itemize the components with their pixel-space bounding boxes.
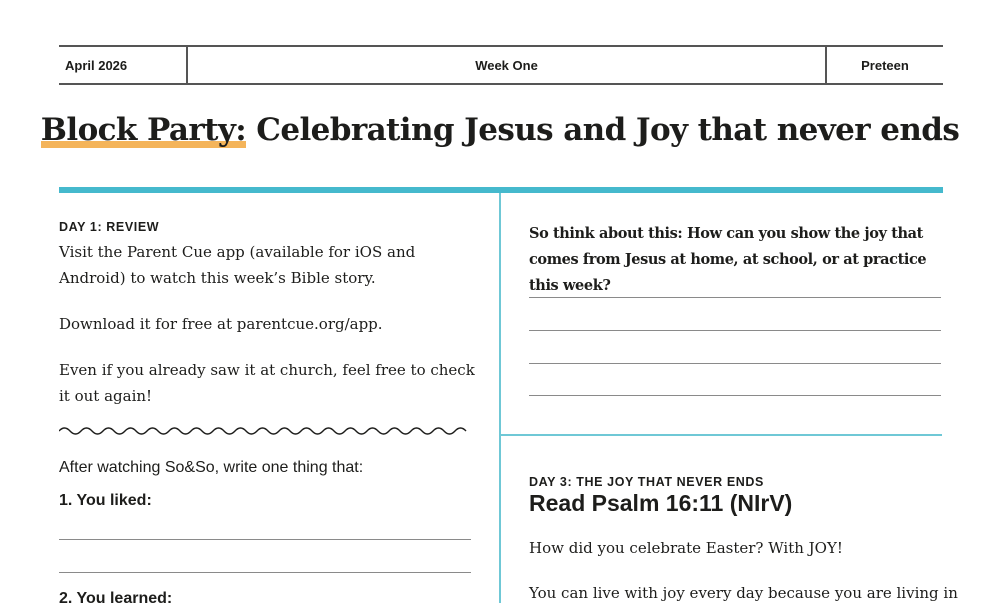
answer-line-4[interactable] <box>529 395 941 396</box>
answer-line-liked-2[interactable] <box>59 572 471 573</box>
item-liked-label: 1. You liked: <box>59 492 152 509</box>
think-question: So think about this: How can you show the joy that comes from Jesus at home, at school, or at practice this week? <box>529 225 927 294</box>
day3-para-2: You can live with joy every day because you are living in <box>529 584 958 602</box>
day1-para-3: Even if you already saw it at church, feel free to check it out again! <box>59 361 475 405</box>
day1-para-1: Visit the Parent Cue app (available for iOS and Android) to watch this week’s Bible story. <box>59 243 416 287</box>
answer-line-3[interactable] <box>529 363 941 364</box>
header-audience: Preteen <box>825 47 943 83</box>
wavy-divider <box>59 424 471 438</box>
day3-heading: Read Psalm 16:11 (NIrV) <box>529 490 793 516</box>
teal-divider <box>59 187 943 193</box>
answer-line-1[interactable] <box>529 297 941 298</box>
day3-label: DAY 3: THE JOY THAT NEVER ENDS <box>529 475 764 489</box>
header-date: April 2026 <box>59 47 188 83</box>
title-rest: Celebrating Jesus and Joy that never ends <box>246 112 960 148</box>
header-week: Week One <box>475 57 538 73</box>
header-bar <box>59 45 943 85</box>
page-title <box>0 112 1000 148</box>
title-highlight: Block Party: <box>40 112 247 148</box>
day1-para-2: Download it for free at parentcue.org/app. <box>59 315 383 333</box>
watch-prompt: After watching So&So, write one thing that: <box>59 459 364 476</box>
day3-para-1: How did you celebrate Easter? With JOY! <box>529 539 843 557</box>
item-learned-label: 2. You learned: <box>59 590 173 607</box>
column-divider <box>499 193 501 603</box>
answer-line-2[interactable] <box>529 330 941 331</box>
day1-label: DAY 1: REVIEW <box>59 220 160 234</box>
right-section-divider <box>501 434 942 436</box>
answer-line-liked-1[interactable] <box>59 539 471 540</box>
